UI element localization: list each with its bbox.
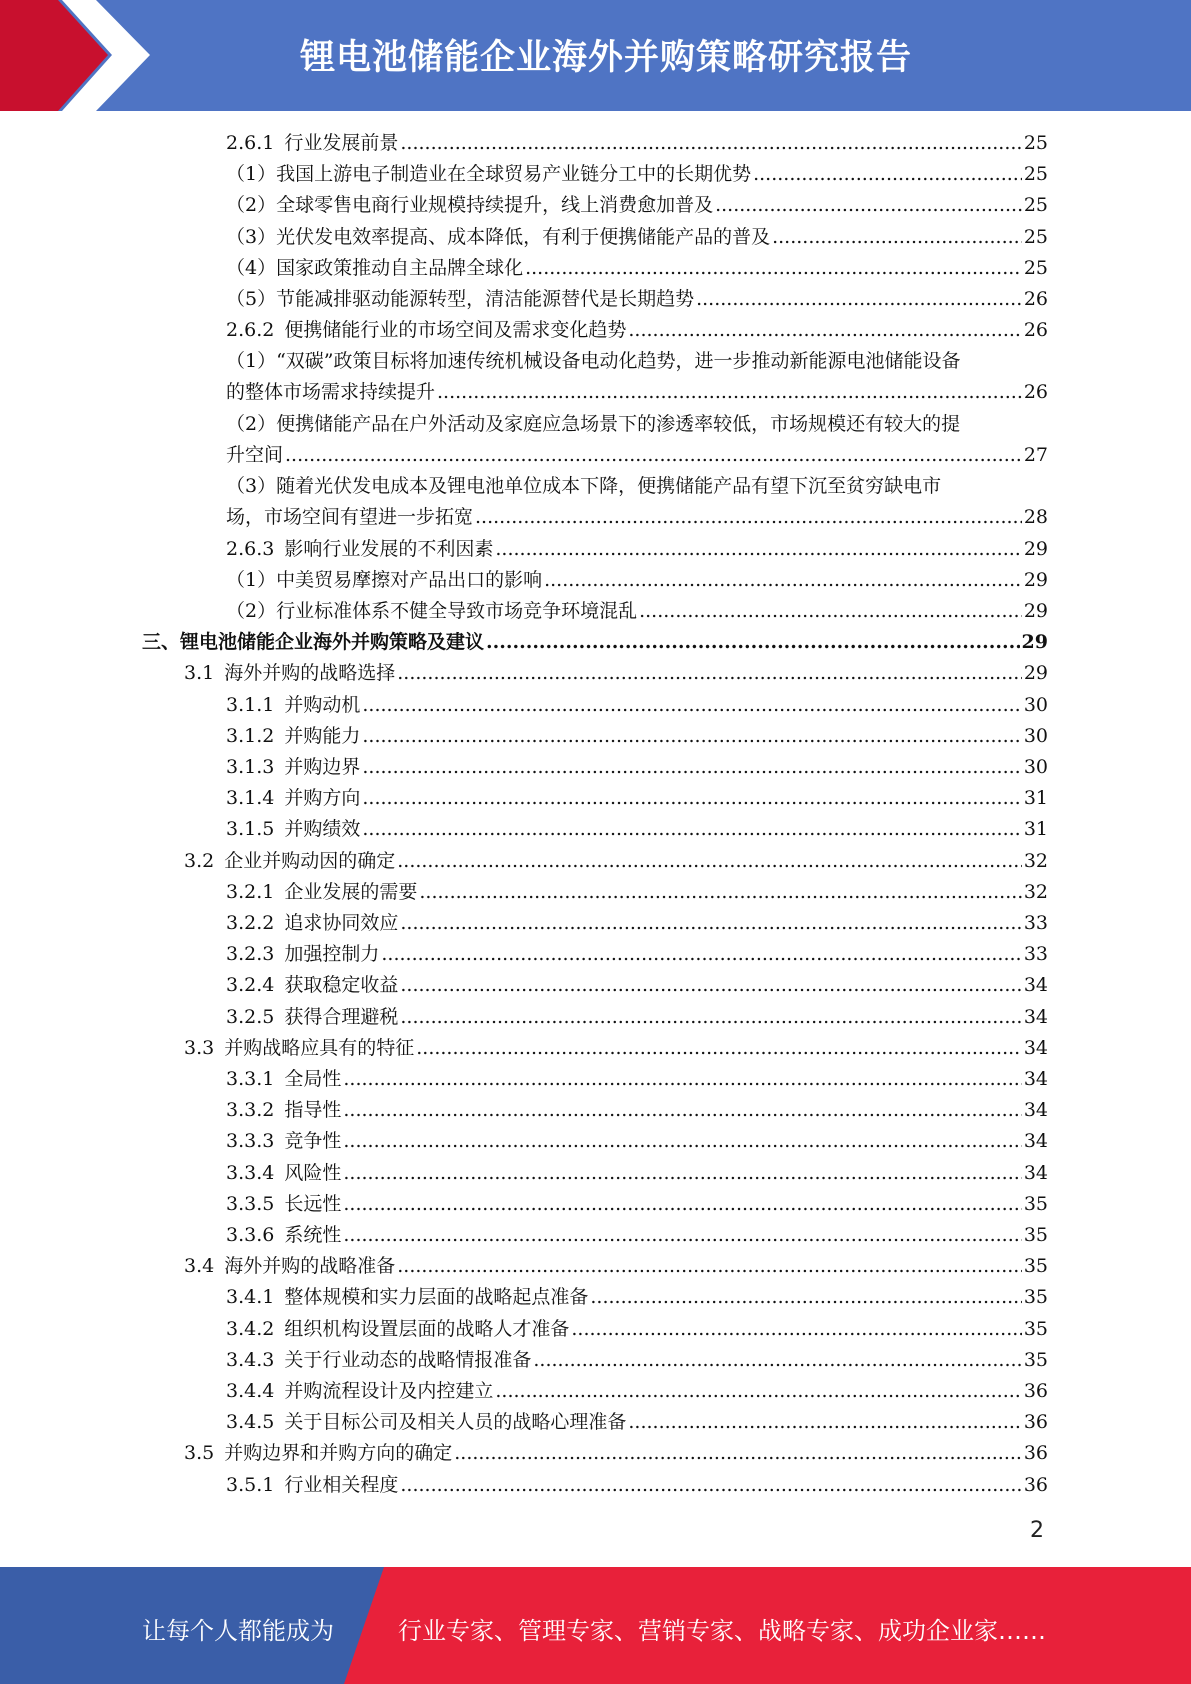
toc-line bbox=[226, 1470, 1048, 1501]
toc-page-number: 35 bbox=[1023, 1349, 1048, 1371]
toc-entry[interactable] bbox=[184, 1438, 1048, 1469]
toc-entry-number: 2.6.2 bbox=[226, 319, 275, 341]
toc-page-number: 29 bbox=[1023, 600, 1048, 622]
toc-entry-number: 3.3.1 bbox=[226, 1068, 275, 1090]
toc-entry[interactable] bbox=[226, 253, 1048, 284]
toc-entry-number: 3.2.3 bbox=[226, 943, 275, 965]
toc-line bbox=[226, 596, 1048, 627]
toc-entry-number: 2.6.3 bbox=[226, 538, 275, 560]
toc-entry[interactable] bbox=[226, 1002, 1048, 1033]
toc-line bbox=[184, 1033, 1048, 1064]
toc-leader-dots bbox=[400, 1002, 1021, 1033]
toc-leader-dots bbox=[715, 190, 1022, 221]
toc-leader-dots bbox=[400, 970, 1021, 1001]
toc-entry[interactable] bbox=[226, 752, 1048, 783]
toc-page-number: 36 bbox=[1023, 1442, 1048, 1464]
toc-entry[interactable] bbox=[226, 908, 1048, 939]
toc-page-number: 25 bbox=[1023, 132, 1048, 154]
toc-leader-dots bbox=[639, 596, 1022, 627]
toc-entry[interactable] bbox=[226, 939, 1048, 970]
toc-line bbox=[226, 721, 1048, 752]
toc-line bbox=[226, 315, 1048, 346]
toc-entry-title: 并购绩效 bbox=[284, 818, 361, 840]
toc-entry-title: 整体规模和实力层面的战略起点准备 bbox=[284, 1286, 589, 1308]
toc-line bbox=[226, 1158, 1048, 1189]
toc-leader-dots bbox=[397, 846, 1022, 877]
toc-leader-dots bbox=[475, 502, 1022, 533]
toc-entry-number: 3.3.5 bbox=[226, 1193, 275, 1215]
toc-page-number: 34 bbox=[1023, 1037, 1048, 1059]
toc-leader-dots bbox=[400, 908, 1021, 939]
toc-entry-number: 3.2.5 bbox=[226, 1006, 275, 1028]
toc-entry[interactable] bbox=[226, 814, 1048, 845]
toc-entry-number: 3.2.4 bbox=[226, 974, 275, 996]
toc-entry-number: 3.1.1 bbox=[226, 694, 275, 716]
toc-entry[interactable] bbox=[226, 222, 1048, 253]
footer-slogan-left: 让每个人都能成为 bbox=[142, 1617, 334, 1645]
toc-entry[interactable] bbox=[226, 1470, 1048, 1501]
toc-page-number: 35 bbox=[1023, 1318, 1048, 1340]
toc-page-number: 30 bbox=[1023, 725, 1048, 747]
toc-entry-number: 3.3.6 bbox=[226, 1224, 275, 1246]
toc-entry-number: 3.2 bbox=[184, 850, 215, 872]
toc-entry-title: 获得合理避税 bbox=[284, 1006, 399, 1028]
toc-entry-number: 3.4.3 bbox=[226, 1349, 275, 1371]
toc-line bbox=[226, 908, 1048, 939]
toc-line bbox=[226, 1095, 1048, 1126]
toc-entry[interactable] bbox=[184, 1033, 1048, 1064]
toc-entry-title: 三、锂电池储能企业海外并购策略及建议 bbox=[142, 631, 485, 653]
toc-line bbox=[226, 970, 1048, 1001]
toc-entry-title: 并购边界 bbox=[284, 756, 361, 778]
toc-line bbox=[142, 627, 1048, 658]
toc-line bbox=[226, 128, 1048, 159]
toc-leader-dots bbox=[397, 1251, 1022, 1282]
toc-page-number: 33 bbox=[1023, 912, 1048, 934]
toc-entry[interactable] bbox=[226, 471, 1048, 533]
toc-entry[interactable] bbox=[226, 1220, 1048, 1251]
toc-page-number: 36 bbox=[1023, 1411, 1048, 1433]
toc-page-number: 36 bbox=[1023, 1380, 1048, 1402]
toc-entry-title: 企业发展的需要 bbox=[284, 881, 418, 903]
toc-entry-number: 3.2.2 bbox=[226, 912, 275, 934]
toc-entry-number: 3.3.4 bbox=[226, 1162, 275, 1184]
toc-entry-title: 竞争性 bbox=[284, 1130, 342, 1152]
toc-entry-number: 3.5.1 bbox=[226, 1474, 275, 1496]
toc-entry-title: 海外并购的战略选择 bbox=[224, 662, 396, 684]
toc-entry-number: 3.4.1 bbox=[226, 1286, 275, 1308]
toc-page-number: 35 bbox=[1023, 1224, 1048, 1246]
toc-page-number: 28 bbox=[1023, 506, 1048, 528]
toc-entry[interactable] bbox=[226, 1064, 1048, 1095]
toc-entry-title: 行业相关程度 bbox=[284, 1474, 399, 1496]
toc-leader-dots bbox=[416, 1033, 1022, 1064]
toc-leader-dots bbox=[454, 1438, 1022, 1469]
toc-entry-title: （1）中美贸易摩擦对产品出口的影响 bbox=[226, 569, 543, 591]
toc-entry-title: 影响行业发展的不利因素 bbox=[284, 538, 494, 560]
toc-line bbox=[184, 1251, 1048, 1282]
toc-leader-dots bbox=[381, 939, 1021, 970]
toc-entry[interactable] bbox=[226, 783, 1048, 814]
toc-leader-dots bbox=[495, 1376, 1021, 1407]
toc-leader-dots bbox=[343, 1158, 1021, 1189]
toc-entry-title: 的整体市场需求持续提升 bbox=[226, 381, 436, 403]
toc-page-number: 31 bbox=[1023, 787, 1048, 809]
toc-line bbox=[184, 1438, 1048, 1469]
toc-line bbox=[226, 502, 1048, 533]
toc-entry-title: 企业并购动因的确定 bbox=[224, 850, 396, 872]
toc-line bbox=[226, 1220, 1048, 1251]
toc-page-number: 34 bbox=[1023, 1162, 1048, 1184]
toc-entry-number: 3.4.4 bbox=[226, 1380, 275, 1402]
toc-entry[interactable] bbox=[226, 970, 1048, 1001]
toc-entry-title: 行业发展前景 bbox=[284, 132, 399, 154]
toc-line bbox=[226, 1376, 1048, 1407]
toc-entry-title: （1）“双碳”政策目标将加速传统机械设备电动化趋势，进一步推动新能源电池储能设备 bbox=[226, 350, 961, 372]
toc-line bbox=[226, 565, 1048, 596]
toc-page-number: 29 bbox=[1023, 662, 1048, 684]
toc-page-number: 26 bbox=[1023, 288, 1048, 310]
toc-entry-title: 指导性 bbox=[284, 1099, 342, 1121]
toc-entry[interactable] bbox=[226, 159, 1048, 190]
toc-leader-dots bbox=[343, 1064, 1021, 1095]
toc-line bbox=[226, 346, 1048, 377]
toc-page-number: 35 bbox=[1023, 1193, 1048, 1215]
toc-entry[interactable] bbox=[226, 721, 1048, 752]
toc-entry-title: 关于目标公司及相关人员的战略心理准备 bbox=[284, 1411, 627, 1433]
toc-page-number: 25 bbox=[1023, 257, 1048, 279]
toc-entry[interactable] bbox=[226, 690, 1048, 721]
toc-line bbox=[226, 1314, 1048, 1345]
toc-line bbox=[226, 222, 1048, 253]
toc-page-number: 30 bbox=[1023, 694, 1048, 716]
toc-leader-dots bbox=[753, 159, 1022, 190]
toc-entry[interactable] bbox=[226, 1189, 1048, 1220]
toc-entry-title: 并购方向 bbox=[284, 787, 361, 809]
toc-entry[interactable] bbox=[226, 534, 1048, 565]
toc-line bbox=[226, 440, 1048, 471]
toc-entry-number: 3.5 bbox=[184, 1442, 215, 1464]
toc-entry-title: （2）便携储能产品在户外活动及家庭应急场景下的渗透率较低，市场规模还有较大的提 bbox=[226, 413, 961, 435]
toc-line bbox=[226, 409, 1048, 440]
toc-entry-title: 风险性 bbox=[284, 1162, 342, 1184]
toc-line bbox=[226, 159, 1048, 190]
toc-leader-dots bbox=[400, 1470, 1021, 1501]
toc-line bbox=[226, 1002, 1048, 1033]
header-chevron-graphic bbox=[0, 0, 160, 111]
toc-entry-number: 3.3.3 bbox=[226, 1130, 275, 1152]
toc-line bbox=[226, 690, 1048, 721]
toc-entry-number: 3.1.2 bbox=[226, 725, 275, 747]
toc-entry-number: 3.4 bbox=[184, 1255, 215, 1277]
toc-leader-dots bbox=[533, 1345, 1021, 1376]
toc-entry-title: 系统性 bbox=[284, 1224, 342, 1246]
toc-leader-dots bbox=[362, 690, 1021, 721]
toc-line bbox=[226, 253, 1048, 284]
toc-entry[interactable] bbox=[226, 1282, 1048, 1313]
toc-entry-number: 3.1 bbox=[184, 662, 215, 684]
toc-entry-number: 3.1.4 bbox=[226, 787, 275, 809]
toc-entry[interactable] bbox=[226, 1314, 1048, 1345]
toc-line bbox=[226, 1064, 1048, 1095]
toc-entry[interactable] bbox=[226, 284, 1048, 315]
toc-page-number: 33 bbox=[1023, 943, 1048, 965]
toc-page-number: 26 bbox=[1023, 319, 1048, 341]
toc-line bbox=[184, 658, 1048, 689]
footer-slogan-right: 行业专家、管理专家、营销专家、战略专家、成功企业家…… bbox=[398, 1617, 1046, 1645]
toc-line bbox=[226, 190, 1048, 221]
toc-leader-dots bbox=[362, 814, 1021, 845]
toc-page-number: 34 bbox=[1023, 1006, 1048, 1028]
toc-leader-dots bbox=[362, 752, 1021, 783]
toc-leader-dots bbox=[343, 1126, 1021, 1157]
toc-leader-dots bbox=[362, 721, 1021, 752]
toc-page-number: 30 bbox=[1023, 756, 1048, 778]
toc-leader-dots bbox=[571, 1314, 1021, 1345]
toc-entry-number: 3.3.2 bbox=[226, 1099, 275, 1121]
toc-entry[interactable] bbox=[226, 315, 1048, 346]
toc-entry-title: 场，市场空间有望进一步拓宽 bbox=[226, 506, 474, 528]
toc-entry-number: 3.3 bbox=[184, 1037, 215, 1059]
toc-leader-dots bbox=[628, 315, 1021, 346]
toc-leader-dots bbox=[696, 284, 1022, 315]
toc-leader-dots bbox=[495, 534, 1021, 565]
toc-entry[interactable] bbox=[226, 346, 1048, 408]
toc-entry-number: 2.6.1 bbox=[226, 132, 275, 154]
toc-line bbox=[226, 1189, 1048, 1220]
toc-page-number: 26 bbox=[1023, 381, 1048, 403]
toc-entry-title: 并购动机 bbox=[284, 694, 361, 716]
toc-line bbox=[226, 1126, 1048, 1157]
toc-entry-title: （1）我国上游电子制造业在全球贸易产业链分工中的长期优势 bbox=[226, 163, 752, 185]
toc-page-number: 35 bbox=[1023, 1286, 1048, 1308]
toc-page-number: 27 bbox=[1023, 444, 1048, 466]
toc-entry[interactable] bbox=[226, 565, 1048, 596]
toc-page-number: 29 bbox=[1023, 538, 1048, 560]
toc-entry[interactable] bbox=[184, 1251, 1048, 1282]
toc-entry-number: 3.1.5 bbox=[226, 818, 275, 840]
toc-entry-title: 组织机构设置层面的战略人才准备 bbox=[284, 1318, 570, 1340]
toc-entry[interactable] bbox=[226, 1095, 1048, 1126]
toc-entry-number: 3.2.1 bbox=[226, 881, 275, 903]
toc-page-number: 25 bbox=[1023, 194, 1048, 216]
toc-entry[interactable] bbox=[226, 1126, 1048, 1157]
toc-entry-title: 长远性 bbox=[284, 1193, 342, 1215]
toc-leader-dots bbox=[772, 222, 1022, 253]
toc-entry[interactable] bbox=[226, 596, 1048, 627]
toc-entry[interactable] bbox=[226, 1376, 1048, 1407]
toc-page-number: 36 bbox=[1023, 1474, 1048, 1496]
toc-leader-dots bbox=[437, 377, 1022, 408]
toc-entry-title: 全局性 bbox=[284, 1068, 342, 1090]
toc-entry[interactable] bbox=[226, 1345, 1048, 1376]
toc-entry-title: （5）节能减排驱动能源转型，清洁能源替代是长期趋势 bbox=[226, 288, 695, 310]
toc-entry-title: （3）随着光伏发电成本及锂电池单位成本下降，便携储能产品有望下沉至贫穷缺电市 bbox=[226, 475, 942, 497]
toc-leader-dots bbox=[397, 658, 1022, 689]
toc-leader-dots bbox=[343, 1220, 1021, 1251]
toc-page-number: 34 bbox=[1023, 1130, 1048, 1152]
toc-line bbox=[226, 752, 1048, 783]
toc-line bbox=[226, 284, 1048, 315]
toc-line bbox=[226, 1345, 1048, 1376]
toc-line bbox=[226, 377, 1048, 408]
toc-entry-title: 并购战略应具有的特征 bbox=[224, 1037, 415, 1059]
toc-entry-title: 升空间 bbox=[226, 444, 284, 466]
toc-leader-dots bbox=[343, 1189, 1021, 1220]
toc-line bbox=[226, 1407, 1048, 1438]
toc-entry-title: 关于行业动态的战略情报准备 bbox=[284, 1349, 532, 1371]
toc-line bbox=[184, 846, 1048, 877]
page-header bbox=[0, 0, 1191, 111]
toc-entry-number: 3.4.5 bbox=[226, 1411, 275, 1433]
toc-entry[interactable] bbox=[226, 128, 1048, 159]
toc-entry-number: 3.4.2 bbox=[226, 1318, 275, 1340]
toc-entry[interactable] bbox=[226, 877, 1048, 908]
toc-entry-title: 并购流程设计及内控建立 bbox=[284, 1380, 494, 1402]
toc-leader-dots bbox=[544, 565, 1022, 596]
toc-page-number: 32 bbox=[1023, 881, 1048, 903]
toc-entry-title: 追求协同效应 bbox=[284, 912, 399, 934]
toc-entry-title: 并购能力 bbox=[284, 725, 361, 747]
toc-leader-dots bbox=[486, 627, 1020, 658]
toc-entry-title: （4）国家政策推动自主品牌全球化 bbox=[226, 257, 524, 279]
toc-entry[interactable] bbox=[184, 846, 1048, 877]
toc-leader-dots bbox=[590, 1282, 1021, 1313]
toc-entry-number: 3.1.3 bbox=[226, 756, 275, 778]
toc-line bbox=[226, 783, 1048, 814]
toc-line bbox=[226, 471, 1048, 502]
toc-page-number: 34 bbox=[1023, 1068, 1048, 1090]
toc-entry[interactable] bbox=[226, 1158, 1048, 1189]
report-title: 锂电池储能企业海外并购策略研究报告 bbox=[300, 38, 913, 78]
toc-entry[interactable] bbox=[226, 1407, 1048, 1438]
toc-page-number: 34 bbox=[1023, 974, 1048, 996]
toc-entry-title: 加强控制力 bbox=[284, 943, 380, 965]
toc-line bbox=[226, 1282, 1048, 1313]
toc-entry-title: 海外并购的战略准备 bbox=[224, 1255, 396, 1277]
toc-entry-title: 获取稳定收益 bbox=[284, 974, 399, 996]
toc-entry[interactable] bbox=[226, 190, 1048, 221]
toc-entry-title: （2）全球零售电商行业规模持续提升，线上消费愈加普及 bbox=[226, 194, 714, 216]
toc-page-number: 32 bbox=[1023, 850, 1048, 872]
toc-page-number: 25 bbox=[1023, 226, 1048, 248]
toc-page-number: 34 bbox=[1023, 1099, 1048, 1121]
toc-leader-dots bbox=[362, 783, 1021, 814]
toc-entry[interactable] bbox=[184, 658, 1048, 689]
toc-leader-dots bbox=[419, 877, 1021, 908]
toc-leader-dots bbox=[400, 128, 1021, 159]
toc-line bbox=[226, 877, 1048, 908]
toc-line bbox=[226, 814, 1048, 845]
toc-entry-title: （2）行业标准体系不健全导致市场竞争环境混乱 bbox=[226, 600, 638, 622]
toc-page-number: 29 bbox=[1023, 569, 1048, 591]
toc-entry-title: （3）光伏发电效率提高、成本降低，有利于便携储能产品的普及 bbox=[226, 226, 771, 248]
toc-leader-dots bbox=[628, 1407, 1021, 1438]
page-footer bbox=[0, 1567, 1191, 1684]
toc-page-number: 25 bbox=[1023, 163, 1048, 185]
toc-entry-title: 并购边界和并购方向的确定 bbox=[224, 1442, 453, 1464]
toc-line bbox=[226, 939, 1048, 970]
toc-entry[interactable] bbox=[142, 627, 1048, 658]
toc-line bbox=[226, 534, 1048, 565]
toc-page-number: 29 bbox=[1021, 631, 1048, 653]
toc-leader-dots bbox=[525, 253, 1022, 284]
page-number: 2 bbox=[1030, 1518, 1044, 1543]
toc-page-number: 35 bbox=[1023, 1255, 1048, 1277]
toc-page-number: 31 bbox=[1023, 818, 1048, 840]
toc-leader-dots bbox=[285, 440, 1022, 471]
toc-entry-title: 便携储能行业的市场空间及需求变化趋势 bbox=[284, 319, 627, 341]
toc-leader-dots bbox=[343, 1095, 1021, 1126]
toc-entry[interactable] bbox=[226, 409, 1048, 471]
